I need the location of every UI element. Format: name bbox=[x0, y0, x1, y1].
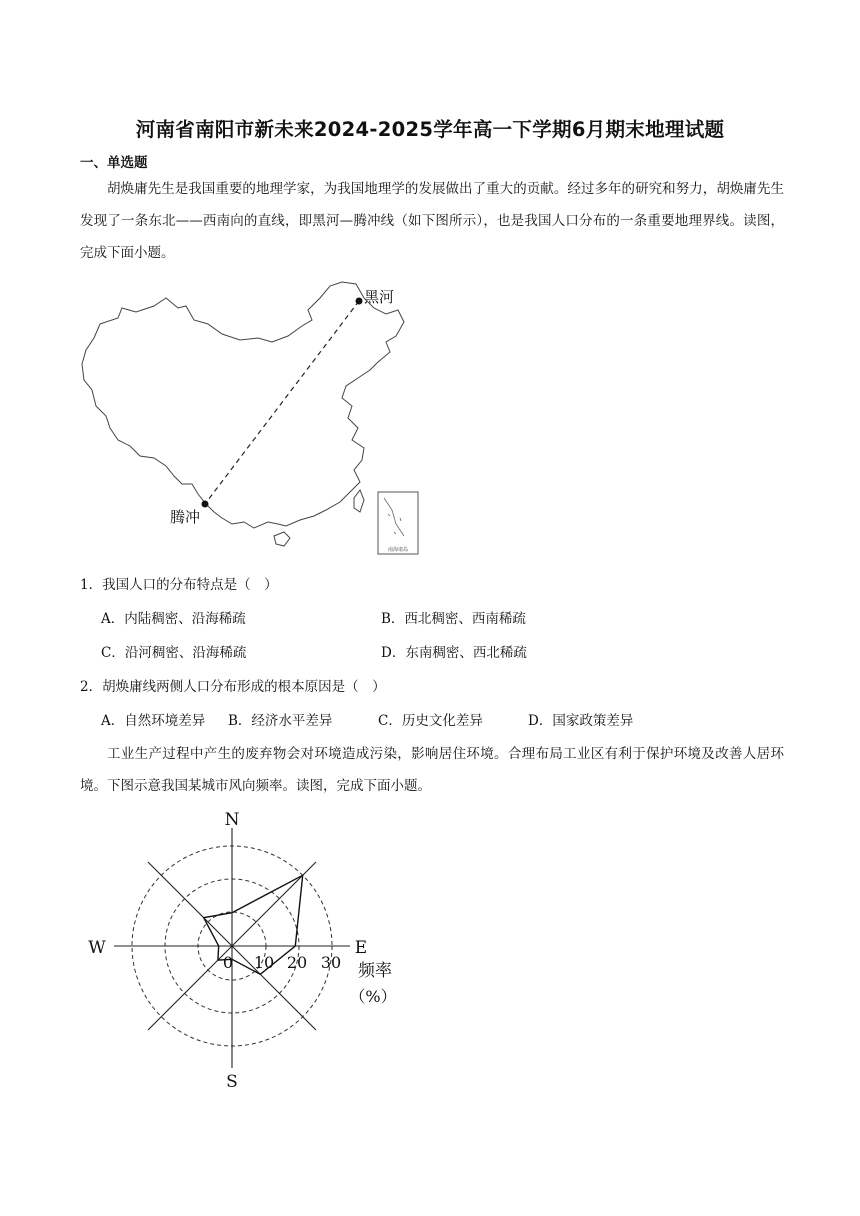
passage-2: 工业生产过程中产生的废弃物会对环境造成污染，影响居住环境。合理布局工业区有利于保护环境及改善人居环境。下图示意我国某城市风向频率。读图，完成下面小题。 bbox=[80, 746, 784, 794]
q1-option-b: B．西北稠密、西南稀疏 bbox=[381, 611, 526, 627]
q2-option-a: A．自然环境差异 bbox=[101, 713, 206, 729]
q1-option-d: D．东南稠密、西北稀疏 bbox=[381, 645, 527, 661]
taiwan-island bbox=[354, 490, 364, 512]
q1-option-a: A．内陆稠密、沿海稀疏 bbox=[101, 611, 246, 627]
east-label: E bbox=[354, 938, 368, 958]
china-outline bbox=[82, 282, 404, 528]
inset-label: 南海诸岛 bbox=[387, 547, 409, 553]
page-title: 河南省南阳市新未来2024-2025学年高一下学期6月期末地理试题 bbox=[135, 118, 725, 141]
unit-label-percent: （%） bbox=[349, 987, 397, 1006]
south-china-sea-inset bbox=[378, 492, 418, 554]
west-label: W bbox=[88, 938, 106, 958]
q2-option-c: C．历史文化差异 bbox=[378, 713, 483, 729]
tick-label-20: 20 bbox=[286, 953, 308, 972]
tick-label-10: 10 bbox=[253, 953, 275, 972]
q1-option-c: C．沿河稠密、沿海稀疏 bbox=[101, 645, 247, 661]
tick-label-0: 0 bbox=[222, 953, 234, 972]
hainan-island bbox=[274, 532, 290, 546]
unit-label-frequency: 频率 bbox=[358, 961, 392, 981]
passage-1: 胡焕庸先生是我国重要的地理学家，为我国地理学的发展做出了重大的贡献。经过多年的研究和努力，胡焕庸先生发现了一条东北——西南向的直线，即黑河—腾冲线（如下图所示），也是我国人口分布的一条重要地理界线。读图，完成下面小题。 bbox=[80, 181, 784, 261]
q2-option-b: B．经济水平差异 bbox=[228, 713, 333, 729]
question-1-stem: 1．我国人口的分布特点是（ ） bbox=[80, 577, 278, 593]
heihe-point bbox=[356, 298, 363, 305]
tengchong-point bbox=[202, 501, 209, 508]
tengchong-label: 腾冲 bbox=[170, 508, 201, 526]
heihe-label: 黑河 bbox=[364, 288, 395, 306]
south-label: S bbox=[226, 1072, 238, 1092]
hu-line bbox=[205, 301, 359, 504]
question-2-stem: 2．胡焕庸线两侧人口分布形成的根本原因是（ ） bbox=[80, 679, 386, 695]
wind-rose-figure bbox=[80, 808, 410, 1094]
tick-label-30: 30 bbox=[320, 953, 342, 972]
north-label: N bbox=[224, 810, 240, 830]
q2-option-d: D．国家政策差异 bbox=[528, 713, 634, 729]
wind-rose-axes bbox=[114, 828, 350, 1068]
section-heading: 一、单选题 bbox=[80, 155, 148, 171]
china-map-figure bbox=[74, 278, 424, 558]
